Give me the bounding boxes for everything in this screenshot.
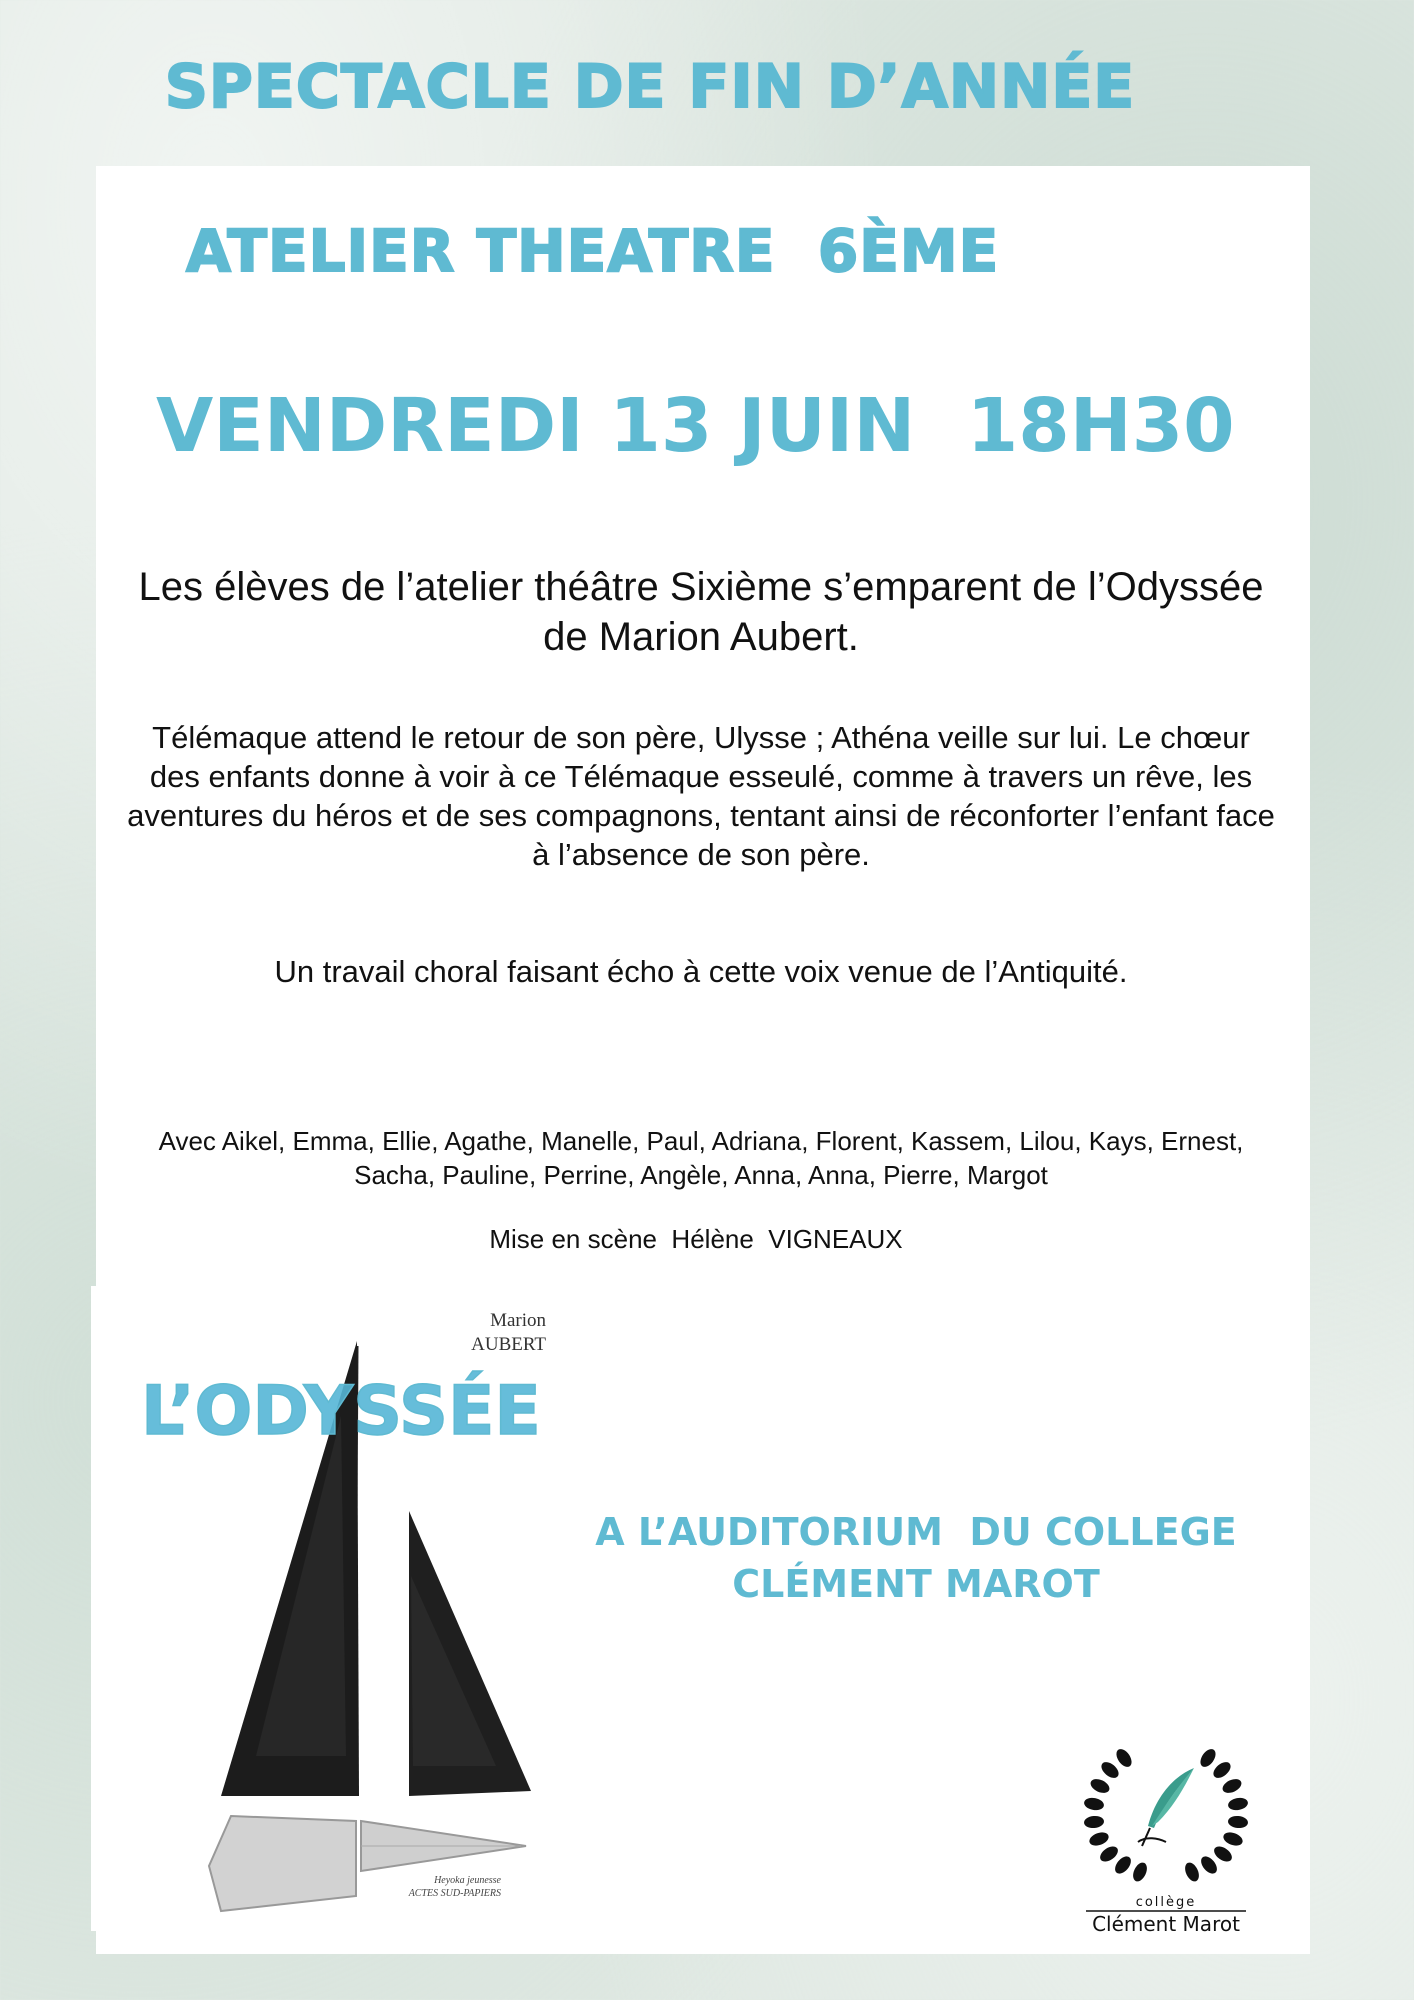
cover-hull-left <box>209 1816 356 1911</box>
synopsis-text: Télémaque attend le retour de son père, Ulysse ; Athéna veille sur lui. Le chœur des enfants donne à voir à ce Télémaque esseulé, comme à travers un rêve, les aventures du héros et de ses compagnons, tentant ainsi de réconforter l’enfant face à l’absence de son père. <box>127 720 1275 872</box>
intro-text: Les élèves de l’atelier théâtre Sixième s’emparent de l’Odyssée de Marion Aubert. <box>138 565 1264 659</box>
cover-publisher-line2: ACTES SUD-PAPIERS <box>408 1888 501 1899</box>
poster-title: SPECTACLE DE FIN D’ANNÉE <box>164 52 1136 122</box>
cover-publisher-line1: Heyoka jeunesse <box>434 1875 501 1886</box>
quill-icon <box>1138 1768 1194 1846</box>
logo-line-1: collège <box>1135 1895 1197 1910</box>
laurel-icon <box>1083 1746 1249 1883</box>
cast-list: Avec Aikel, Emma, Ellie, Agathe, Manelle, Paul, Adriana, Florent, Kassem, Lilou, Kays, Ernest, Sacha, Pauline, Perrine, Angèle, Anna, Anna, Pierre, Margot <box>158 1126 1244 1190</box>
venue-text <box>416 1506 1414 1610</box>
venue-line-2: CLÉMENT MAROT <box>732 1562 1100 1606</box>
content-card <box>96 166 1310 1954</box>
event-date: VENDREDI 13 JUIN 18H30 <box>156 383 1235 469</box>
venue-line-1: A L’AUDITORIUM DU COLLEGE <box>595 1510 1237 1554</box>
college-logo <box>1066 1718 1266 1938</box>
director-credit: Mise en scène Hélène VIGNEAUX <box>489 1224 903 1254</box>
cover-author-last: AUBERT <box>471 1334 546 1355</box>
choral-text: Un travail choral faisant écho à cette voix venue de l’Antiquité. <box>274 954 1128 989</box>
cover-author-first: Marion <box>490 1310 546 1331</box>
cover-title: L’ODYSSÉE <box>141 1372 541 1451</box>
logo-line-2: Clément Marot <box>1092 1912 1240 1936</box>
workshop-subtitle: ATELIER THEATRE 6ÈME <box>186 217 1000 285</box>
